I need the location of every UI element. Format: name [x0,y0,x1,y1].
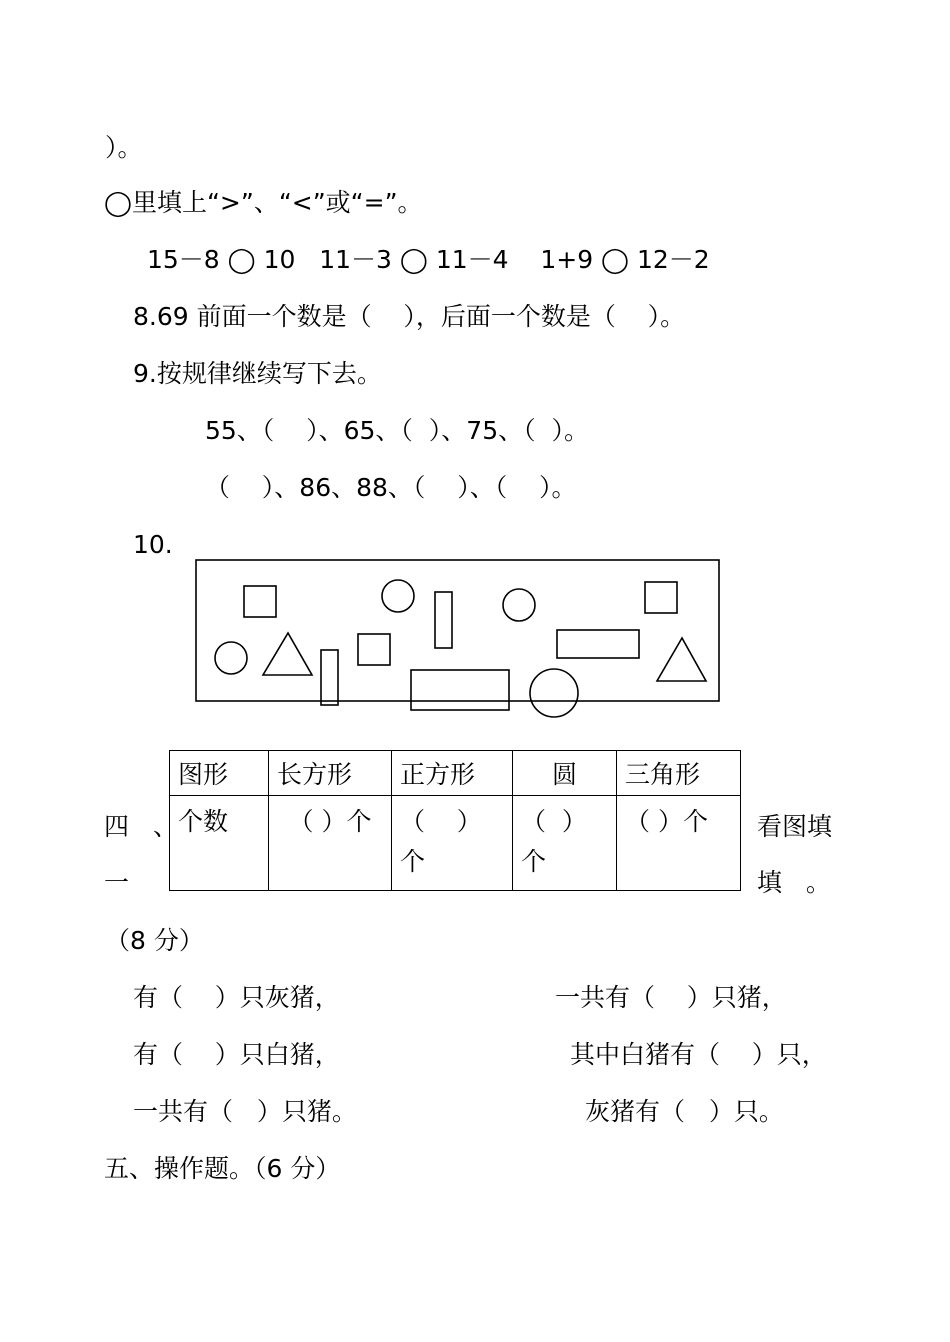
circle-shape [530,669,578,717]
shapes-figure [195,558,722,718]
triangle-shape [263,633,312,675]
text-line-1: ）。 [105,133,143,162]
section-4-title-top: 看图填 [757,812,833,841]
question-9: 9.按规律继续写下去。 [133,359,382,388]
square-shape [358,634,390,665]
table-header-cell: 三角形 [617,751,741,796]
table-header-cell: 图形 [170,751,269,796]
section-5-title: 五、操作题。（6 分） [104,1154,341,1183]
table-cell: （ ） 个 [392,796,513,891]
section-4-title-bottom: 填 。 [757,868,831,897]
table-header-row [170,751,741,796]
section-4-number-top: 四 [104,812,130,841]
square-shape [244,586,276,617]
pig-question-right-1: 一共有（ ）只猪， [555,983,787,1012]
section-4-comma: 、 [153,812,179,841]
triangle-shape [657,638,706,681]
shape-count-table [169,750,741,891]
rectangle-shape [321,650,338,705]
table-cell: （ ）个 [269,796,392,891]
table-header-cell: 圆 [513,751,617,796]
rectangle-shape [411,670,509,710]
section-4-number-bottom: 一 [104,868,130,897]
circle-shape [382,580,414,612]
rectangle-shape [435,592,452,648]
pig-question-left-1: 有（ ）只灰猪， [133,983,340,1012]
instruction-compare: ◯里填上“>”、“<”或“=”。 [104,188,423,217]
question-10-label: 10. [133,530,173,559]
table-cell: （ ） 个 [513,796,617,891]
table-cell: （ ）个 [617,796,741,891]
pig-question-right-3: 灰猪有（ ）只。 [585,1097,784,1126]
compare-expressions: 15－8 ◯ 10 11－3 ◯ 11－4 1+9 ◯ 12－2 [147,245,710,274]
pig-question-right-2: 其中白猪有（ ）只， [570,1040,827,1069]
section-4-score: （8 分） [105,926,204,955]
circle-shape [503,589,535,621]
figure-frame [196,560,719,701]
square-shape [645,582,677,613]
table-header-cell: 正方形 [392,751,513,796]
circle-shape [215,642,247,674]
table-cell: 个数 [170,796,269,891]
sequence-row-1: 55、（ ）、65、（ ）、75、（ ）。 [205,416,590,445]
pig-question-left-3: 一共有（ ）只猪。 [133,1097,357,1126]
sequence-row-2: （ ）、86、88、（ ）、（ ）。 [205,473,577,502]
pig-question-left-2: 有（ ）只白猪， [133,1040,340,1069]
table-header-cell: 长方形 [269,751,392,796]
table-row [170,796,741,891]
question-8: 8.69 前面一个数是（ ），后面一个数是（ ）。 [133,302,686,331]
rectangle-shape [557,630,639,658]
